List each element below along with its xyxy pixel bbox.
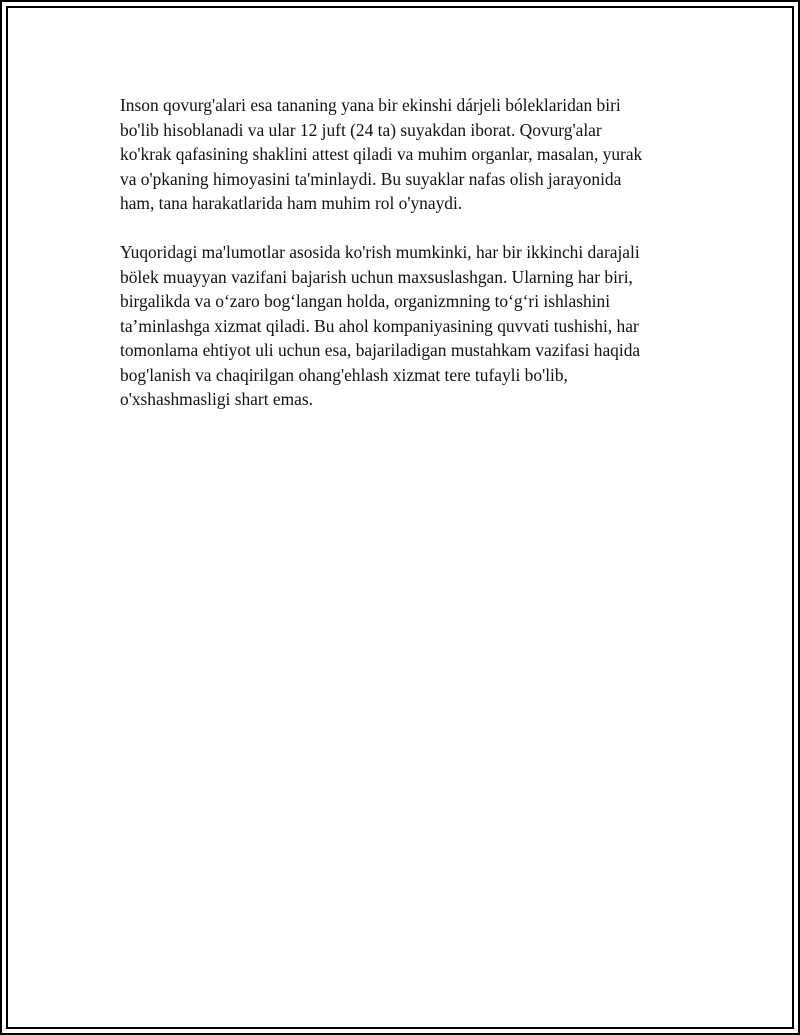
paragraph-line: bölek muayyan vazifani bajarish uchun maxsuslashgan. Ularning har biri, bbox=[120, 266, 633, 287]
paragraph-line: tomonlama ehtiyot uli uchun esa, bajariladigan mustahkam vazifasi haqida bbox=[120, 340, 641, 360]
paragraph-line: o'xshashmasligi shart emas. bbox=[120, 389, 313, 409]
paragraph-line: ta’minlashga xizmat qiladi. Bu ahol kompaniyasining quvvati tushishi, har bbox=[120, 315, 639, 336]
paragraph-line: va o'pkaning himoyasini ta'minlaydi. Bu suyaklar nafas olish jarayonida bbox=[120, 168, 622, 189]
paragraph-line: birgalikda va o‘zaro bog‘langan holda, organizmning to‘g‘ri ishlashini bbox=[120, 291, 611, 311]
paragraph-2 bbox=[120, 240, 692, 412]
paragraph-line: Inson qovurg'alari esa tananing yana bir ekinshi dárjeli bóleklaridan biri bbox=[120, 95, 621, 115]
paragraph-1 bbox=[120, 93, 692, 216]
paragraph-line: ham, tana harakatlarida ham muhim rol o'ynaydi. bbox=[120, 193, 463, 213]
paragraph-line: bo'lib hisoblanadi va ular 12 juft (24 ta) suyakdan iborat. Qovurg'alar bbox=[120, 119, 602, 140]
paragraph-line: Yuqoridagi ma'lumotlar asosida ko'rish mumkinki, har bir ikkinchi darajali bbox=[120, 242, 640, 262]
paragraph-line: ko'krak qafasining shaklini attest qiladi va muhim organlar, masalan, yurak bbox=[120, 144, 643, 164]
paragraph-line: bog'lanish va chaqirilgan ohang'ehlash xizmat tere tufayli bo'lib, bbox=[120, 364, 568, 385]
document-body bbox=[120, 93, 692, 436]
